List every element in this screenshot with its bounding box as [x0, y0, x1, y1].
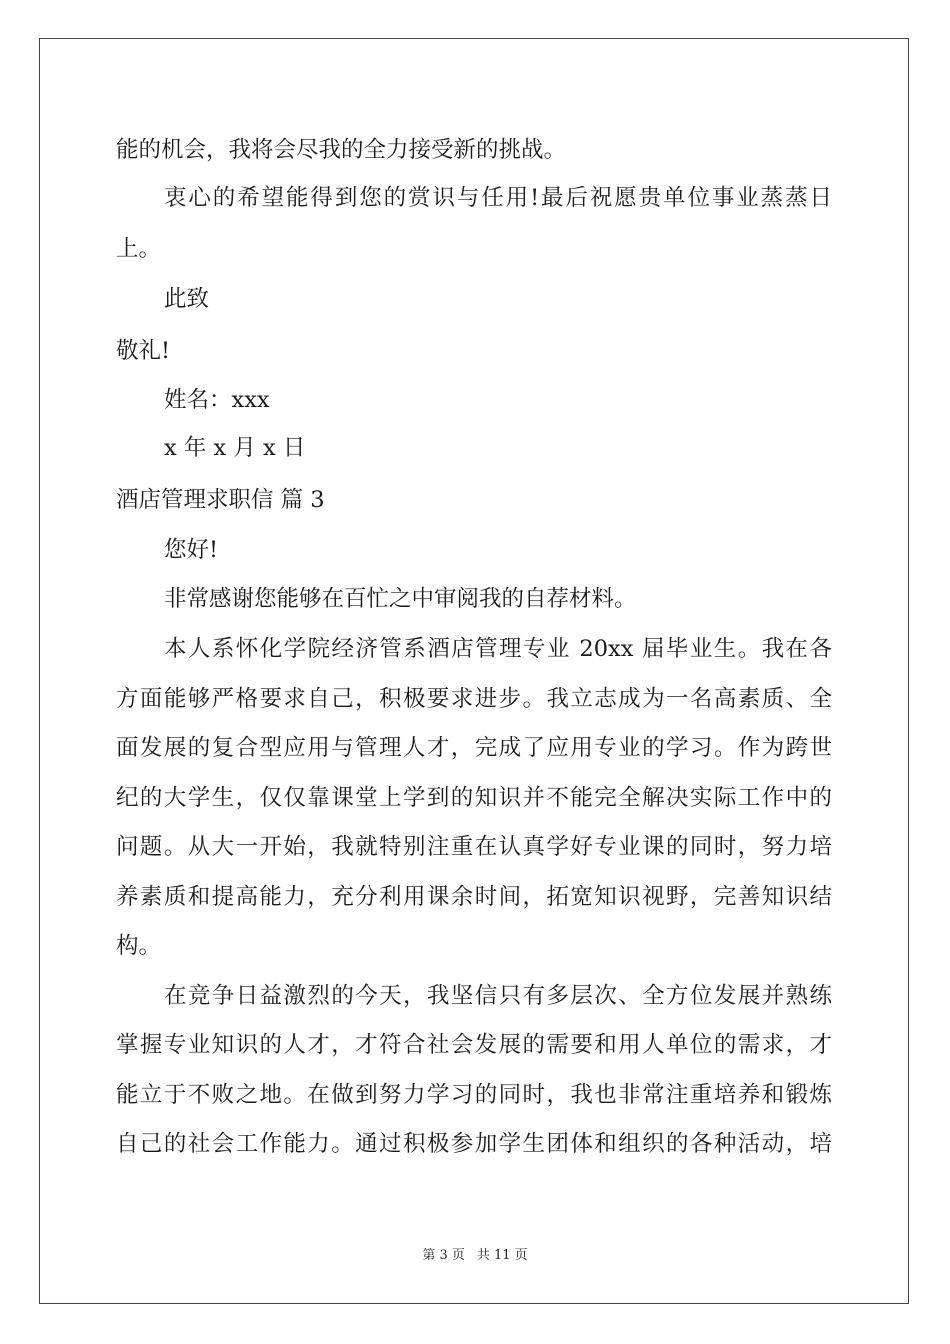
text-line: 掌握专业知识的人才，才符合社会发展的需要和用人单位的需求，才 [116, 1032, 832, 1058]
salutation-closing: 此致 [164, 286, 210, 312]
text-line: 养素质和提高能力，充分利用课余时间，拓宽知识视野，完善知识结 [116, 884, 832, 910]
page-total: 共 11 页 [476, 1248, 528, 1263]
salutation-regards: 敬礼! [116, 338, 171, 364]
page-number: 第 3 页 [422, 1248, 465, 1263]
text-line: 上。 [116, 236, 162, 262]
text-line: 非常感谢您能够在百忙之中审阅我的自荐材料。 [164, 586, 637, 612]
text-line: 问题。从大一开始，我就特别注重在认真学好专业课的同时，努力培 [116, 834, 832, 860]
page-border [39, 38, 909, 1304]
signature-name: 姓名：xxx [164, 387, 270, 413]
page-footer [0, 1244, 950, 1263]
text-line: 能的机会，我将会尽我的全力接受新的挑战。 [116, 137, 567, 163]
greeting: 您好! [164, 537, 219, 563]
text-line: 本人系怀化学院经济管系酒店管理专业 20xx 届毕业生。我在各 [164, 636, 832, 662]
text-line: 自己的社会工作能力。通过积极参加学生团体和组织的各种活动，培 [116, 1131, 832, 1157]
signature-date: x 年 x 月 x 日 [164, 435, 306, 461]
text-line: 方面能够严格要求自己，积极要求进步。我立志成为一名高素质、全 [116, 686, 832, 712]
section-heading: 酒店管理求职信 篇 3 [116, 487, 325, 513]
text-line: 构。 [116, 933, 162, 959]
text-line: 衷心的希望能得到您的赏识与任用!最后祝愿贵单位事业蒸蒸日 [164, 185, 832, 211]
text-line: 能立于不败之地。在做到努力学习的同时，我也非常注重培养和锻炼 [116, 1082, 832, 1108]
text-line: 在竞争日益激烈的今天，我坚信只有多层次、全方位发展并熟练 [164, 983, 832, 1009]
text-line: 纪的大学生，仅仅靠课堂上学到的知识并不能完全解决实际工作中的 [116, 785, 832, 811]
text-line: 面发展的复合型应用与管理人才，完成了应用专业的学习。作为跨世 [116, 735, 832, 761]
